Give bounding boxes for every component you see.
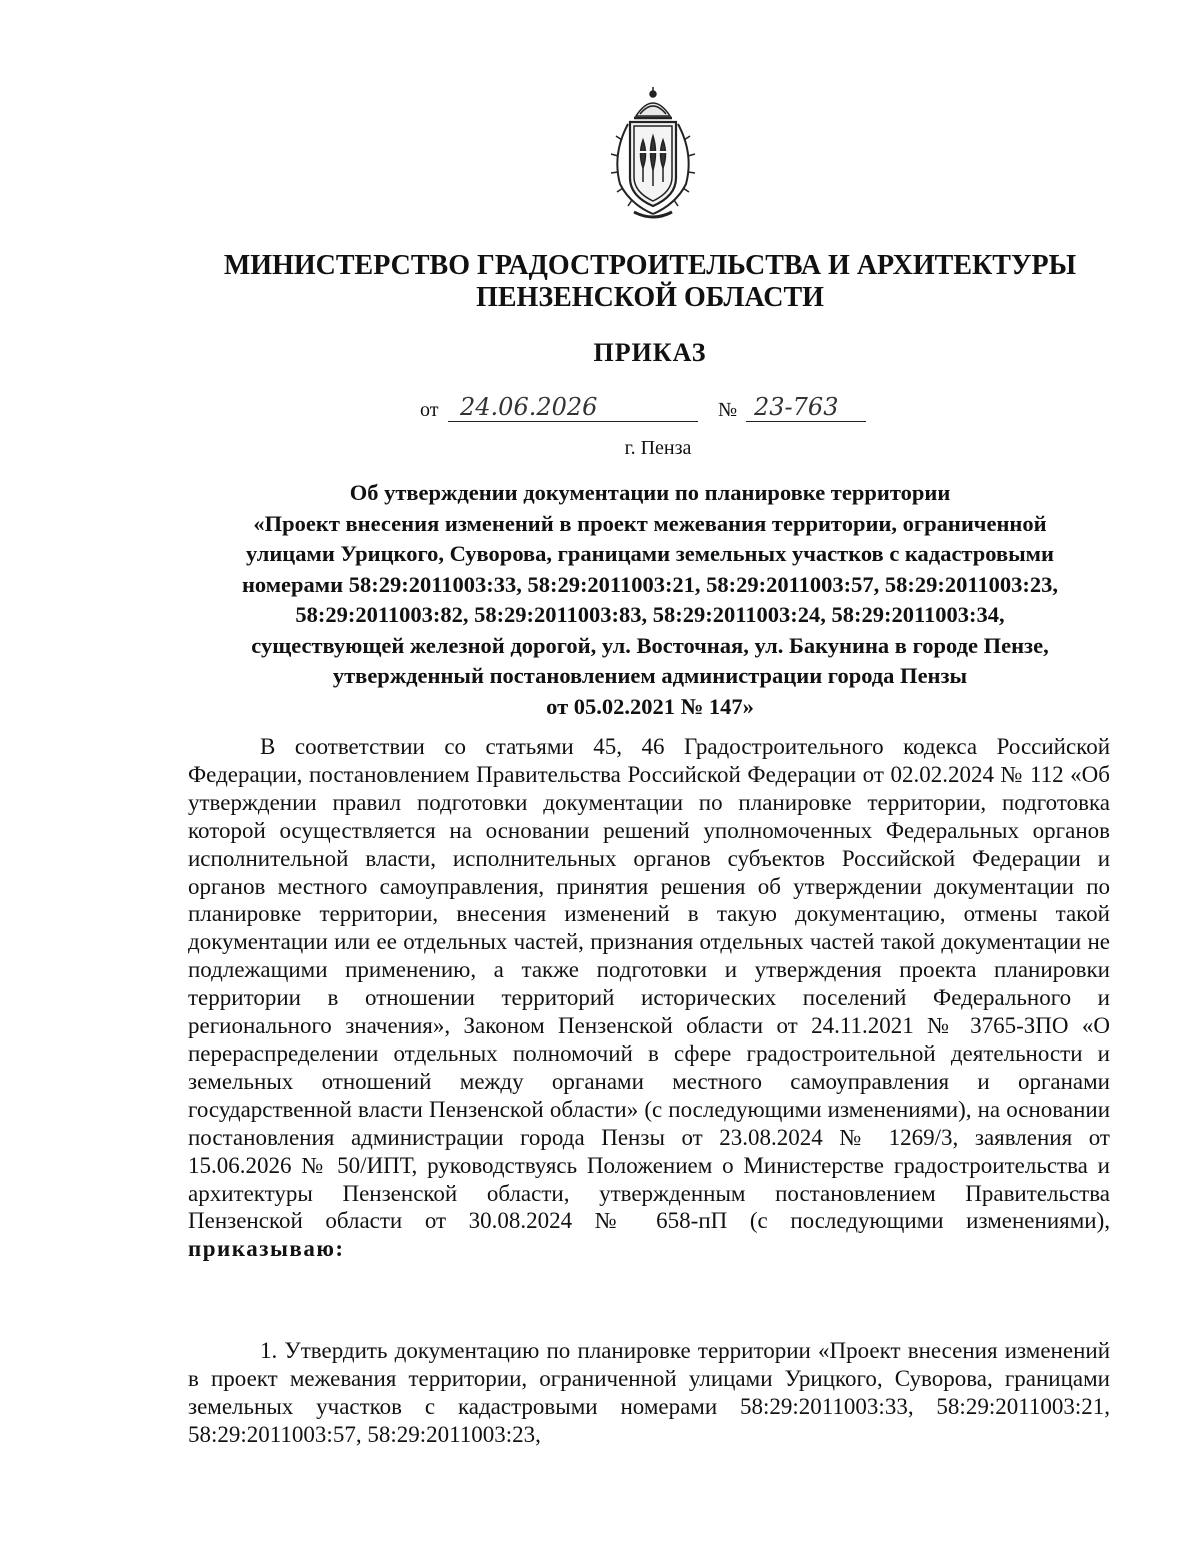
subject-line: существующей железной дорогой, ул. Восточная, ул. Бакунина в городе Пензе, (251, 632, 1049, 658)
number-underline (746, 421, 866, 422)
ministry-name-line-2: ПЕНЗЕНСКОЙ ОБЛАСТИ (476, 282, 824, 313)
date-handwritten: 24.06.2026 (460, 393, 598, 421)
order-word: приказываю (188, 1236, 336, 1262)
item-1-text: 1. Утвердить документацию по планировке территории «Проект внесения изменений в проект межевания территории, ограниченной улицами Урицкого, Суворова, границами земельных участков с кадастровыми номерами 58:29:2011003:33, 58:29:2011003:21, 58:29:2011003:57, 58:29:2011003:23, (188, 1338, 1110, 1447)
document-type-title: ПРИКАЗ (593, 338, 707, 367)
subject-line: улицами Урицкого, Суворова, границами земельных участков с кадастровыми (246, 541, 1054, 566)
preamble-text (188, 733, 1110, 1263)
city-name: г. Пенза (624, 437, 692, 459)
subject-line: 58:29:2011003:82, 58:29:2011003:83, 58:29:2011003:24, 58:29:2011003:34, (295, 602, 1005, 627)
document-subject (150, 478, 1150, 722)
number-prefix: № (718, 399, 738, 421)
date-underline (448, 421, 698, 422)
subject-line: номерами 58:29:2011003:33, 58:29:2011003:21, 58:29:2011003:57, 58:29:2011003:23, (241, 571, 1059, 597)
preamble-body: В соответствии со статьями 45, 46 Градостроительного кодекса Российской Федерации, постановлением Правительства Российской Федерации от 02.02.2024 № 112 «Об утверждении правил подготовки документации по планировке территории, подготовка которой осуществляется на основании решений уполномоченных Федеральных органов исполнительной власти, исполнительных органов субъектов Российской Федерации и органов местного самоуправления, принятия решения об утверждении документации по планировке территории, внесения изменений в такую документацию, отмены такой документации или ее отдельных частей, признания отдельных частей такой документации не подлежащими применению, а также подготовки и утверждения проекта планировки территории в отношении территорий исторических поселений Федерального и регионального значения», Законом Пензенской области от 24.11.2021 № 3765-ЗПО «О перераспределении отдельных полномочий в сфере градостроительной деятельности и земельных отношений между органами местного самоуправления и органами государственной власти Пензенской области» (с последующими изменениями), на основании постановления администрации города Пензы от 23.08.2024 № 1269/3, заявления от 15.06.2026 № 50/ИПТ, руководствуясь Положением о Министерстве градостроительства и архитектуры Пензенской области, утвержденным постановлением Правительства Пензенской области от 30.08.2024 № 658-пП (с последующими изменениями), (188, 734, 1110, 1234)
item-1-paragraph (188, 1337, 1110, 1449)
date-number-line (420, 393, 880, 427)
order-colon: : (335, 1236, 344, 1262)
subject-line: от 05.02.2021 № 147» (546, 693, 754, 719)
subject-line: утвержденный постановлением администрации города Пензы (332, 663, 968, 688)
preamble-paragraph (188, 733, 1110, 1263)
number-handwritten: 23-763 (754, 393, 839, 421)
ministry-name-line-1: МИНИСТЕРСТВО ГРАДОСТРОИТЕЛЬСТВА И АРХИТЕКТУРЫ (223, 250, 1077, 281)
ministry-name (150, 250, 1150, 314)
date-prefix: от (420, 399, 439, 421)
subject-line: Об утверждении документации по планировке территории (349, 480, 951, 505)
coat-of-arms-icon (598, 84, 708, 224)
subject-line: «Проект внесения изменений в проект межевания территории, ограниченной (253, 510, 1047, 536)
